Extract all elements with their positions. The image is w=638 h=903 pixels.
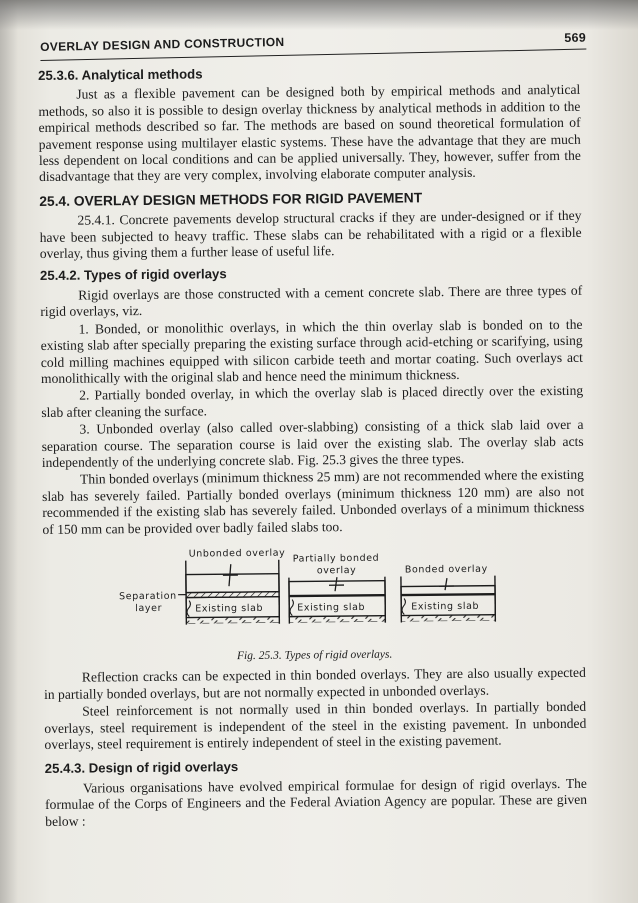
unbonded-section [178, 560, 280, 625]
label-separation: Separation [119, 590, 177, 603]
figure-rigid-overlays [43, 539, 586, 648]
page-fold-shadow [0, 0, 18, 903]
heading-design-rigid-overlays: 25.4.3. Design of rigid overlays [44, 759, 239, 777]
running-header [40, 27, 586, 61]
existing-slab-label-3: Existing slab [411, 600, 480, 613]
paragraph-steel-reinforcement: Steel reinforcement is not normally used in thin bonded overlays. In partially bonded overlays, steel requirement is independent of the steel in the existing pavement. In unbonded overlays, steel requirement is entirely independent of steel in the existing pavement. [44, 698, 587, 752]
paragraph-thickness: Thin bonded overlays (minimum thickness 25 mm) are not recommended where the existing slab has severely failed. Partially bonded overlays (minimum thickness 120 mm) are also not recommended if the existing slab has severely failed. Unbonded overlays of a minimum thickness of 150 mm can be provided over badly failed slabs too. [42, 467, 585, 537]
label-partially-bonded-2: overlay [316, 564, 357, 577]
label-bonded-overlay: Bonded overlay [404, 563, 488, 576]
paragraph-types-intro: Rigid overlays are those constructed with a cement concrete slab. There are three types of rigid overlays, viz. [40, 282, 583, 320]
figure-caption: Fig. 25.3. Types of rigid overlays. [236, 648, 393, 663]
list-item-bonded: 1. Bonded, or monolithic overlays, in which the thin overlay slab is bonded on to the existing slab after specially preparing the existing surface through acid-etching or scarifying, using cold milling machines equipped with silicon carbide teeth and mortar coating. Such overlays act monolithically with the original slab and hence need the minimum thickness. [40, 316, 583, 386]
figure-drawing [43, 539, 586, 648]
label-partially-bonded-1: Partially bonded [292, 552, 380, 565]
heading-rigid-overlay-methods: 25.4. OVERLAY DESIGN METHODS FOR RIGID PAVEMENT [39, 190, 423, 209]
existing-slab-label-1: Existing slab [195, 602, 264, 615]
partially-bonded-section [289, 577, 385, 624]
label-unbonded-overlay: Unbonded overlay [188, 547, 286, 560]
heading-types-rigid-overlays: 25.4.2. Types of rigid overlays [39, 266, 227, 284]
page-number: 569 [564, 30, 587, 46]
paragraph-reflection-cracks: Reflection cracks can be expected in thin bonded overlays. They are also usually expected in partially bonded overlays, but are not normally expected in unbonded overlays. [43, 665, 586, 702]
bonded-section [401, 576, 495, 623]
paragraph-analytical: Just as a flexible pavement can be designed both by empirical methods and analytical methods, so also it is possible to design overlay thickness by analytical methods in addition to the empirical methods described so far. The methods are based on sound theoretical formulation of pavement response using multilayer elastic systems. These have the advantage that they are much less dependent on local conditions and can be applied universally. They, however, suffer from the disadvantage that they are very complex, involving elaborate computer analysis. [38, 82, 581, 185]
existing-slab-label-2: Existing slab [297, 601, 366, 614]
label-layer: layer [135, 602, 163, 615]
list-item-unbonded: 3. Unbonded overlay (also called over-slabbing) consisting of a thick slab laid over a separation course. The separation course is laid over the existing slab. The overlay slab acts independently of the underlying concrete slab. Fig. 25.3 gives the three types. [41, 416, 584, 470]
running-title: OVERLAY DESIGN AND CONSTRUCTION [40, 34, 285, 54]
page-body [38, 61, 587, 831]
list-item-partially-bonded: 2. Partially bonded overlay, in which the overlay slab is placed directly over the existing slab after cleaning the surface. [41, 383, 584, 420]
scan-shadow [0, 0, 638, 30]
paragraph-25-4-1: 25.4.1. Concrete pavements develop structural cracks if they are under-designed or if they have been subjected to heavy traffic. These slabs can be rehabilitated with a rigid or a flexible overlay, thus giving them a further lease of useful life. [39, 208, 582, 262]
heading-analytical-methods: 25.3.6. Analytical methods [38, 66, 203, 83]
paragraph-design: Various organisations have evolved empirical formulae for design of rigid overlays. The formulae of the Corps of Engineers and the Federal Aviation Agency are popular. These are given below : [45, 775, 588, 829]
